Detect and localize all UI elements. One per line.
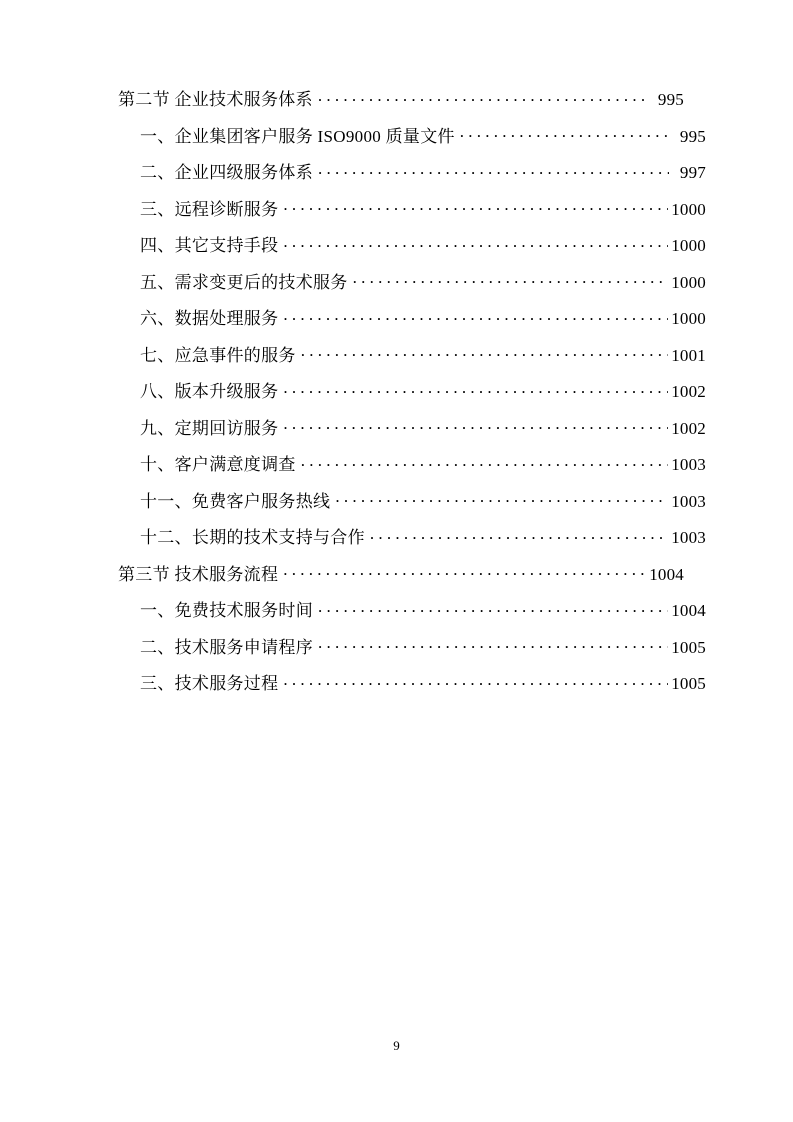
toc-leader-dots	[318, 161, 669, 178]
toc-entry-title: 二、技术服务申请程序	[140, 637, 313, 657]
toc-entry[interactable]	[118, 125, 706, 145]
toc-entry[interactable]	[118, 453, 706, 473]
toc-leader-dots	[353, 271, 669, 288]
toc-entry[interactable]	[118, 636, 706, 656]
toc-leader-dots	[283, 198, 668, 215]
toc-entry[interactable]	[118, 526, 706, 546]
toc-entry-page-number: 1003	[671, 528, 706, 547]
toc-entry-title: 二、企业四级服务体系	[140, 163, 313, 182]
toc-entry-title: 七、应急事件的服务	[140, 345, 296, 365]
toc-leader-dots	[301, 453, 668, 470]
toc-entry-title: 八、版本升级服务	[140, 382, 279, 401]
toc-entry[interactable]	[118, 599, 706, 619]
toc-entry-page-number: 995	[679, 126, 706, 146]
toc-entry-page-number: 995	[657, 90, 684, 109]
toc-entry-page-number: 1005	[671, 674, 706, 693]
toc-entry-title: 十二、长期的技术支持与合作	[140, 528, 365, 547]
toc-entry-title: 十一、免费客户服务热线	[140, 491, 331, 511]
toc-leader-dots	[335, 490, 668, 507]
toc-entry-page-number: 1002	[671, 418, 706, 438]
toc-leader-dots	[283, 672, 668, 689]
toc-entry-title: 三、远程诊断服务	[140, 199, 279, 219]
toc-leader-dots	[283, 417, 668, 434]
toc-leader-dots	[283, 380, 668, 397]
toc-entry-title: 三、技术服务过程	[140, 674, 279, 693]
toc-entry[interactable]	[118, 198, 706, 218]
toc-entry[interactable]	[118, 417, 706, 437]
toc-entry[interactable]	[118, 490, 706, 510]
toc-entry-page-number: 1001	[671, 345, 706, 365]
toc-entry-page-number: 1003	[671, 455, 706, 474]
toc-entry-title: 十、客户满意度调查	[140, 455, 296, 474]
toc-entry[interactable]	[118, 563, 684, 583]
toc-entry-page-number: 1004	[649, 564, 684, 584]
toc-entry[interactable]	[118, 88, 684, 108]
toc-leader-dots	[318, 88, 647, 105]
toc-entry-title: 第三节 技术服务流程	[118, 564, 279, 584]
toc-entry-title: 一、企业集团客户服务 ISO9000 质量文件	[140, 126, 455, 146]
toc-leader-dots	[283, 563, 646, 580]
toc-entry-page-number: 1000	[671, 272, 706, 292]
toc-entry[interactable]	[118, 271, 706, 291]
toc-entry-page-number: 1003	[671, 491, 706, 511]
toc-entry-title: 一、免费技术服务时间	[140, 601, 313, 620]
toc-entry[interactable]	[118, 380, 706, 400]
toc-entry-page-number: 1005	[671, 637, 706, 657]
toc-leader-dots	[283, 234, 668, 251]
page-number: 9	[393, 1038, 400, 1053]
toc-entry[interactable]	[118, 344, 706, 364]
toc-leader-dots	[318, 636, 668, 653]
toc-leader-dots	[318, 599, 668, 616]
toc-leader-dots	[283, 307, 668, 324]
toc-entry[interactable]	[118, 234, 706, 254]
toc-entry-page-number: 1004	[671, 601, 706, 620]
toc-entry-title: 九、定期回访服务	[140, 418, 279, 438]
toc-entry-page-number: 997	[679, 163, 706, 182]
toc-entry-title: 六、数据处理服务	[140, 309, 279, 328]
toc-entry[interactable]	[118, 307, 706, 327]
toc-leader-dots	[370, 526, 668, 543]
table-of-contents	[118, 88, 706, 709]
toc-leader-dots	[460, 125, 669, 142]
toc-entry-page-number: 1000	[671, 236, 706, 255]
toc-entry[interactable]	[118, 672, 706, 692]
toc-entry-title: 四、其它支持手段	[140, 236, 279, 255]
toc-leader-dots	[301, 344, 668, 361]
toc-entry-page-number: 1000	[671, 199, 706, 219]
toc-entry[interactable]	[118, 161, 706, 181]
toc-entry-page-number: 1000	[671, 309, 706, 328]
toc-entry-title: 五、需求变更后的技术服务	[140, 272, 348, 292]
toc-entry-page-number: 1002	[671, 382, 706, 401]
toc-entry-title: 第二节 企业技术服务体系	[118, 90, 313, 109]
